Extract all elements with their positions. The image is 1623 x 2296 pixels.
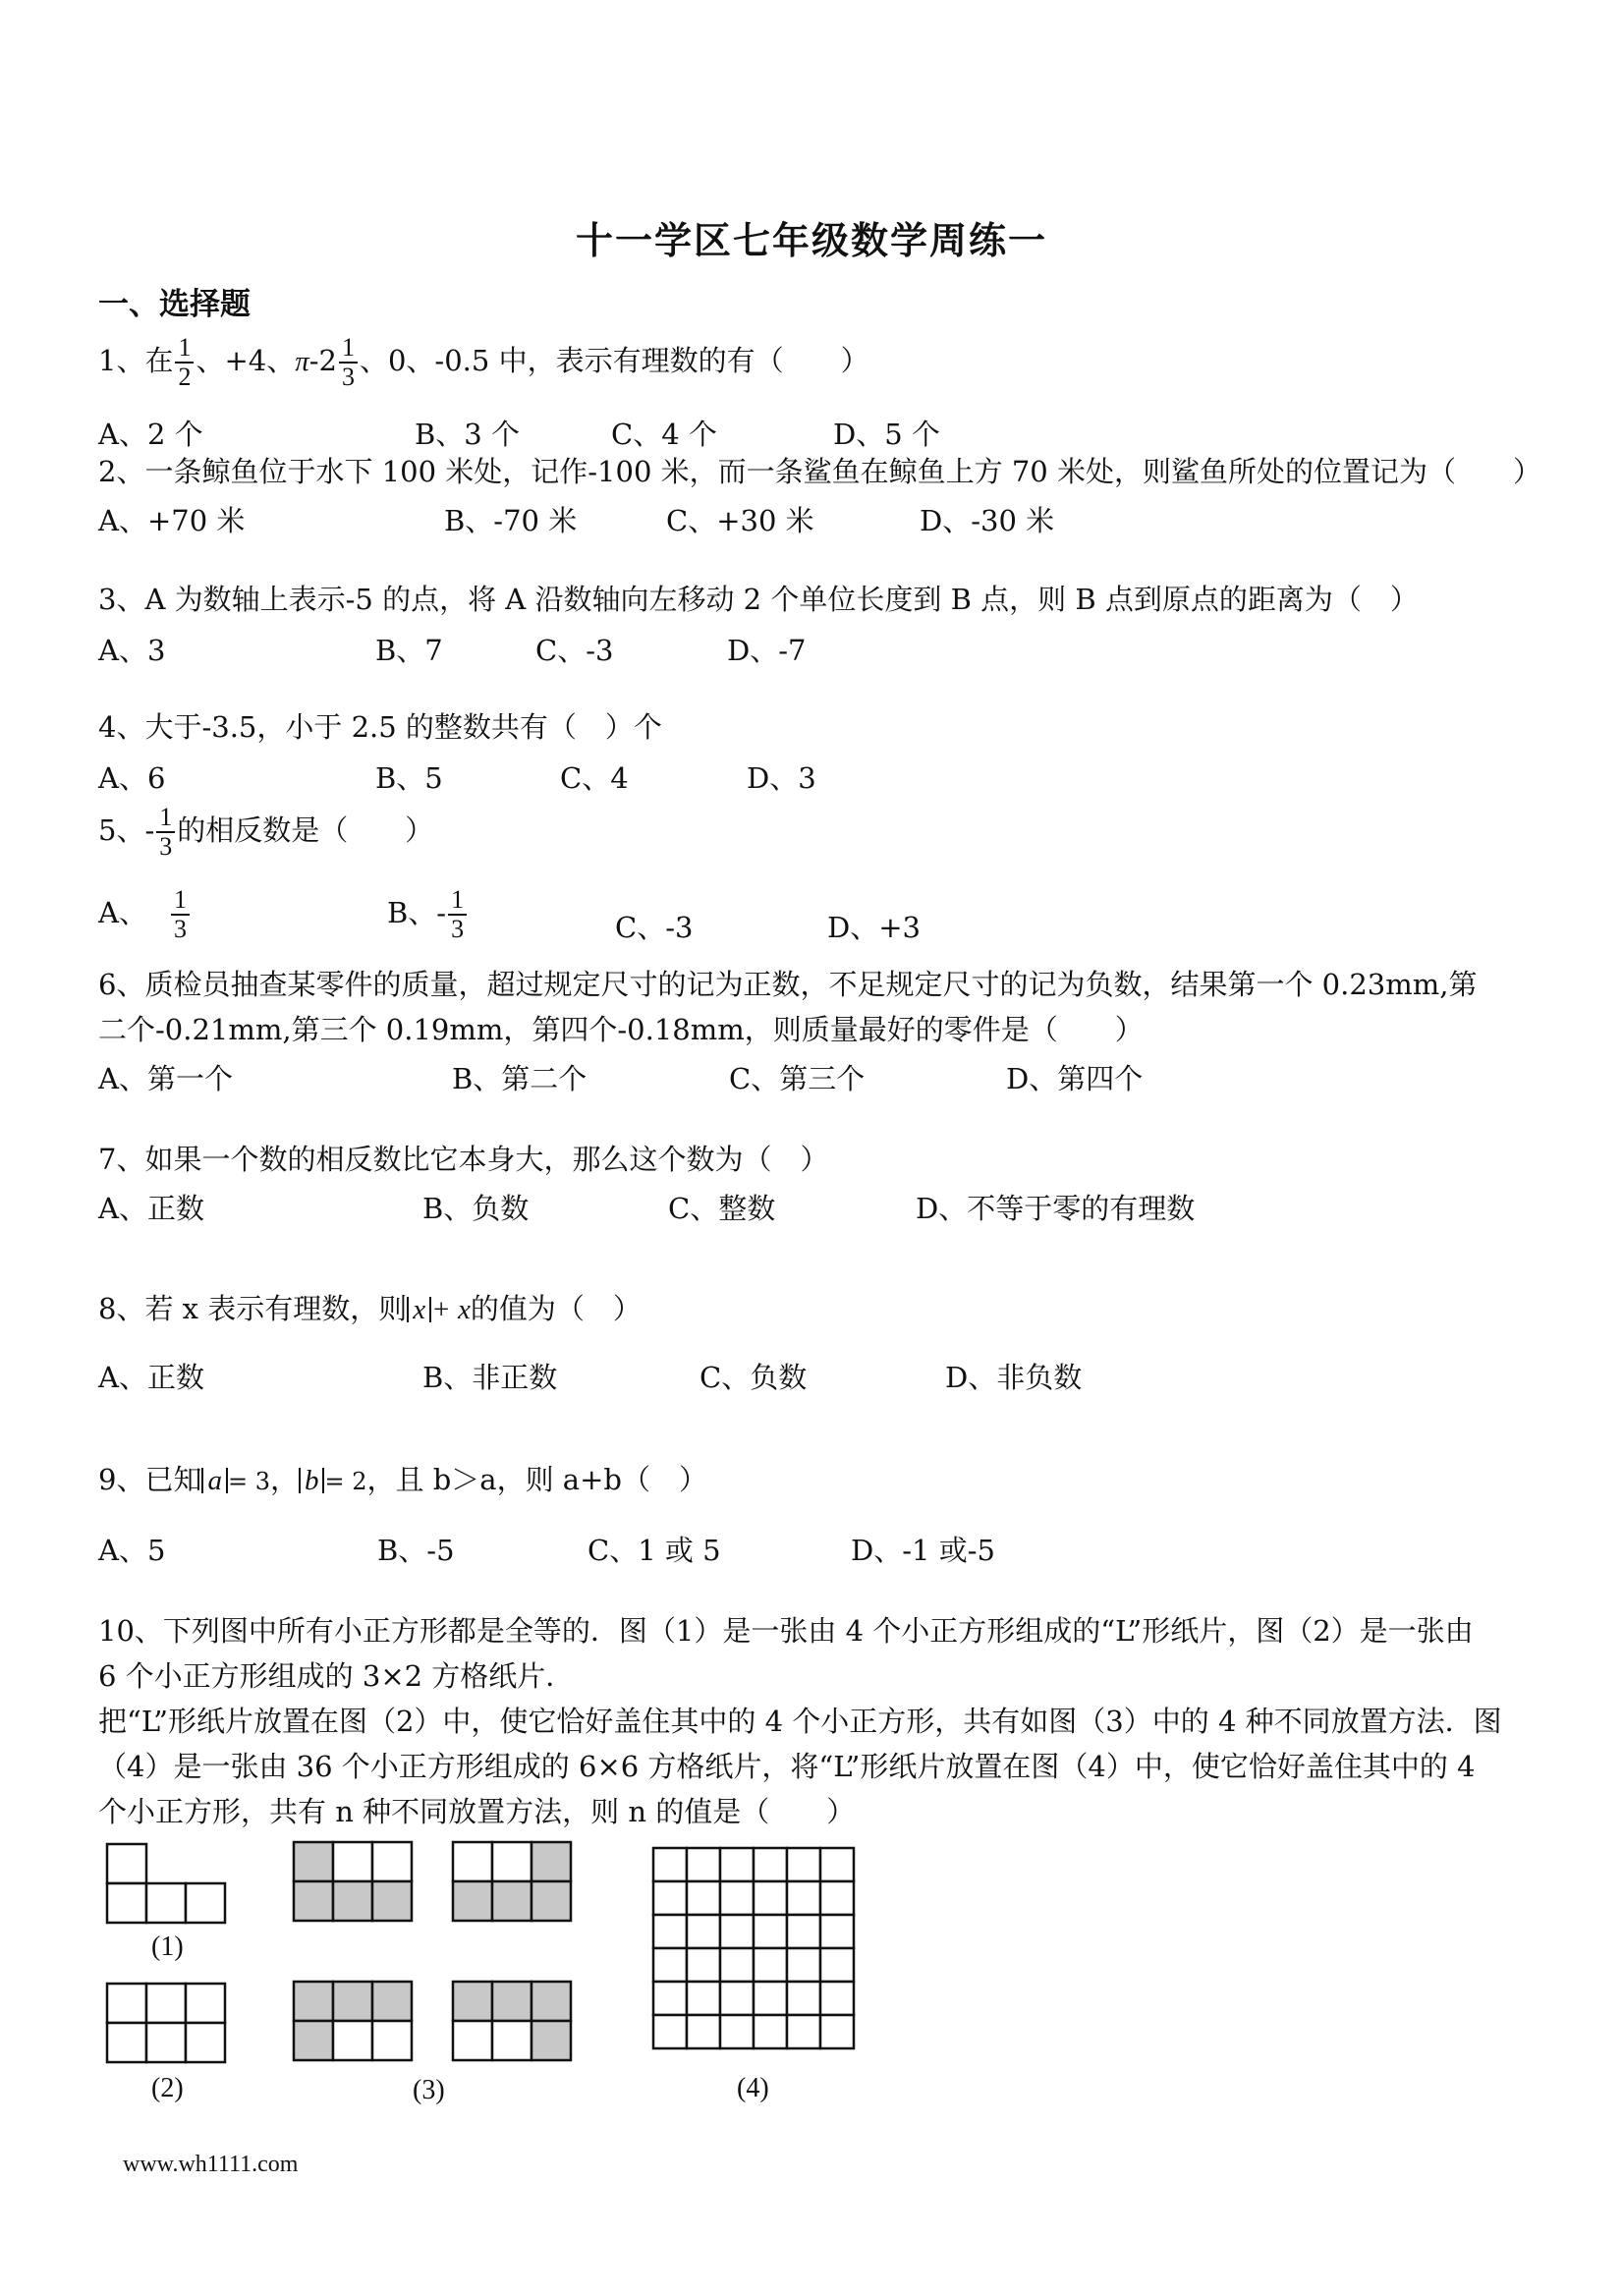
grid-cell	[754, 1848, 787, 1881]
grid-cell	[754, 2015, 787, 2048]
grid-cell	[720, 1982, 754, 2015]
q1-option-a: A、2 个	[98, 418, 203, 451]
q4-option-d: D、3	[747, 761, 816, 795]
question-6-line-1: 6、质检员抽查某零件的质量，超过规定尺寸的记为正数，不足规定尺寸的记为负数，结果第一个 0.23mm,第	[98, 968, 1478, 1001]
grid-cell	[820, 1881, 854, 1915]
q1-number: 1、在	[98, 344, 174, 377]
q5-option-d: D、+3	[827, 911, 922, 944]
q2-option-c: C、+30 米	[666, 504, 814, 537]
grid-cell	[720, 2015, 754, 2048]
figure-1-l-shape	[106, 1843, 230, 1928]
grid-cell	[787, 1982, 820, 2015]
grid-cell	[820, 1982, 854, 2015]
grid-cell	[787, 1881, 820, 1915]
q1-option-d: D、5 个	[833, 418, 940, 451]
figure-3-label: (3)	[413, 2075, 445, 2105]
question-10-line-1: 10、下列图中所有小正方形都是全等的．图（1）是一张由 4 个小正方形组成的“L”形纸片，图（2）是一张由	[98, 1614, 1474, 1648]
q8-option-c: C、负数	[700, 1361, 808, 1394]
q2-option-b: B、-70 米	[444, 504, 578, 537]
q9-option-d: D、-1 或-5	[851, 1534, 995, 1567]
q1-tail: 、0、-0.5 中，表示有理数的有（ ）	[359, 344, 869, 377]
grid-cell	[653, 1948, 687, 1982]
q1-mid: 、+4、	[196, 344, 296, 377]
grid-cell	[787, 1915, 820, 1948]
grid-cell	[787, 1948, 820, 1982]
figure-3-placement-1	[293, 1841, 417, 1926]
grid-cell	[687, 1948, 720, 1982]
grid-cell	[820, 1848, 854, 1881]
q6-option-c: C、第三个	[729, 1062, 866, 1095]
q8-option-d: D、非负数	[945, 1361, 1083, 1394]
q3-option-a: A、3	[98, 634, 166, 667]
q4-option-a: A、6	[98, 761, 166, 795]
q3-option-b: B、7	[375, 634, 443, 667]
grid-cell	[754, 1948, 787, 1982]
q7-option-b: B、负数	[422, 1192, 530, 1225]
question-4: 4、大于-3.5，小于 2.5 的整数共有（ ）个	[98, 710, 662, 744]
question-2: 2、一条鲸鱼位于水下 100 米处，记作-100 米，而一条鲨鱼在鲸鱼上方 70 米处，则鲨鱼所处的位置记为（ ）	[98, 455, 1541, 488]
grid-cell	[687, 1881, 720, 1915]
grid-cell	[653, 1848, 687, 1881]
question-10-line-2: 6 个小正方形组成的 3×2 方格纸片．	[98, 1659, 575, 1693]
q1-pi: π	[295, 346, 309, 377]
q5-option-a: A、 $\frac{1}{3}$	[98, 886, 192, 943]
q5-option-c: C、-3	[615, 911, 694, 944]
figure-3-placement-3	[293, 1981, 417, 2065]
grid-cell	[720, 1881, 754, 1915]
grid-cell	[653, 2015, 687, 2048]
figure-2-label: (2)	[151, 2073, 184, 2103]
question-1	[98, 334, 869, 391]
q1-option-c: C、4 个	[611, 418, 717, 451]
grid-cell	[820, 2015, 854, 2048]
question-7: 7、如果一个数的相反数比它本身大，那么这个数为（ ）	[98, 1143, 829, 1176]
grid-cell	[754, 1982, 787, 2015]
grid-cell	[653, 1982, 687, 2015]
q8-absolute-value: x	[407, 1297, 431, 1322]
grid-cell	[687, 1915, 720, 1948]
figure-4-grid	[652, 1847, 859, 2053]
q1-fraction-2: $\frac{1}{3}$	[339, 334, 358, 391]
figure-1-label: (1)	[151, 1932, 184, 1962]
figure-3-placement-2	[452, 1841, 576, 1926]
q2-option-a: A、+70 米	[98, 504, 246, 537]
grid-cell	[754, 1881, 787, 1915]
question-5	[98, 804, 433, 861]
grid-cell	[820, 1915, 854, 1948]
q9-option-b: B、-5	[377, 1534, 455, 1567]
question-6-line-2: 二个-0.21mm,第三个 0.19mm，第四个-0.18mm，则质量最好的零件是（ ）	[98, 1013, 1144, 1046]
q7-option-c: C、整数	[668, 1192, 776, 1225]
q7-option-a: A、正数	[98, 1192, 204, 1225]
grid-cell	[720, 1948, 754, 1982]
q5-option-b: B、- $\frac{1}{3}$	[387, 886, 469, 943]
q5-fraction: $\frac{1}{3}$	[156, 804, 175, 861]
q1-option-b: B、3 个	[415, 418, 520, 451]
q3-option-c: C、-3	[535, 634, 614, 667]
q5-number: 5、-	[98, 813, 155, 847]
grid-cell	[653, 1881, 687, 1915]
q6-option-d: D、第四个	[1006, 1062, 1144, 1095]
grid-cell	[653, 1915, 687, 1948]
q1-fraction-1: $\frac{1}{2}$	[175, 334, 194, 391]
q6-option-a: A、第一个	[98, 1062, 233, 1095]
grid-cell	[687, 2015, 720, 2048]
q3-option-d: D、-7	[727, 634, 807, 667]
section-heading: 一、选择题	[98, 287, 251, 322]
q4-option-b: B、5	[375, 761, 443, 795]
q8-option-a: A、正数	[98, 1361, 204, 1394]
grid-cell	[754, 1915, 787, 1948]
q9-abs-b: b	[299, 1468, 325, 1493]
figure-3-placement-4	[452, 1981, 576, 2065]
grid-cell	[720, 1915, 754, 1948]
q4-option-c: C、4	[560, 761, 629, 795]
footer-url: www.wh1111.com	[123, 2152, 299, 2177]
question-8: 8、若 x 表示有理数，则 x + x的值为（ ）	[98, 1292, 642, 1325]
q6-option-b: B、第二个	[452, 1062, 588, 1095]
question-10-line-5: 个小正方形，共有 n 种不同放置方法，则 n 的值是（ ）	[98, 1795, 856, 1828]
question-3: 3、A 为数轴上表示-5 的点，将 A 沿数轴向左移动 2 个单位长度到 B 点，则 B 点到原点的距离为（ ）	[98, 583, 1419, 616]
question-9: 9、已知 a = 3， b = 2，且 b＞a，则 a+b（ ）	[98, 1463, 707, 1496]
figure-4-label: (4)	[737, 2073, 769, 2103]
q9-abs-a: a	[201, 1468, 228, 1493]
grid-cell	[820, 1948, 854, 1982]
q2-option-d: D、-30 米	[920, 504, 1055, 537]
grid-cell	[720, 1848, 754, 1881]
q1-mid2: -2	[308, 344, 337, 377]
q8-expression: + x	[431, 1294, 471, 1325]
grid-cell	[787, 1848, 820, 1881]
q9-option-c: C、1 或 5	[588, 1534, 721, 1567]
figure-2-grid	[106, 1983, 230, 2067]
question-10-line-3: 把“L”形纸片放置在图（2）中，使它恰好盖住其中的 4 个小正方形，共有如图（3）中的 4 种不同放置方法．图	[98, 1705, 1502, 1738]
grid-cell	[687, 1982, 720, 2015]
q9-option-a: A、5	[98, 1534, 166, 1567]
grid-cell	[687, 1848, 720, 1881]
q7-option-d: D、不等于零的有理数	[916, 1192, 1196, 1225]
grid-cell	[787, 2015, 820, 2048]
page-title: 十一学区七年级数学周练一	[575, 218, 1047, 262]
q5-tail: 的相反数是（ ）	[177, 813, 434, 847]
question-10-line-4: （4）是一张由 36 个小正方形组成的 6×6 方格纸片，将“L”形纸片放置在图（4）中，使它恰好盖住其中的 4	[98, 1750, 1476, 1783]
q8-option-b: B、非正数	[422, 1361, 558, 1394]
